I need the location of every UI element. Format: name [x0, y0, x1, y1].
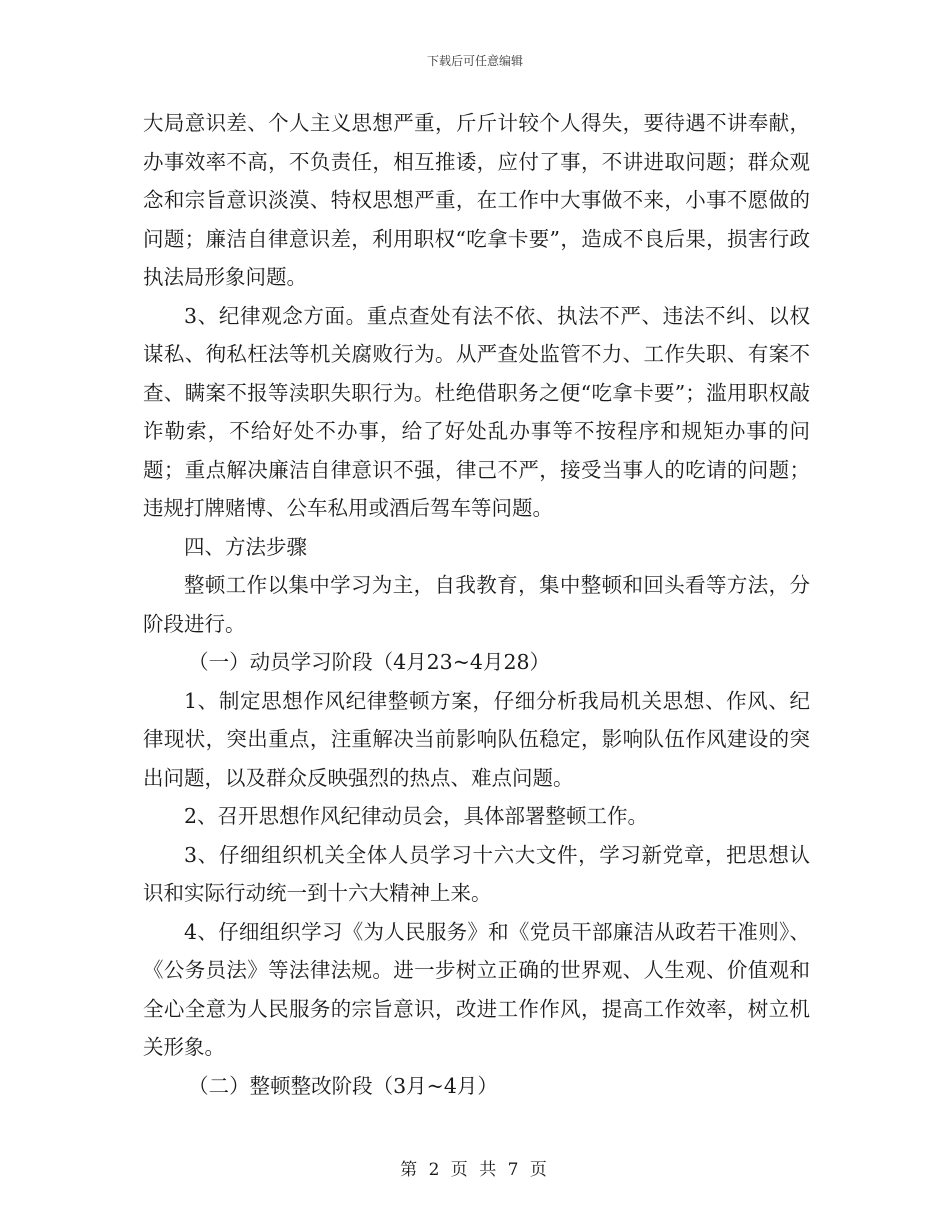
- paragraph-9: 4、仔细组织学习《为人民服务》和《党员干部廉洁从政若干准则》、《公务员法》等法律法规。进一步树立正确的世界观、人生观、价值观和全心全意为人民服务的宗旨意识，改进工作作风，提高工作效率，树立机关形象。: [143, 919, 810, 1059]
- paragraph-2: 3、纪律观念方面。重点查处有法不依、执法不严、违法不纠、以权谋私、徇私枉法等机关腐败行为。从严查处监管不力、工作失职、有案不查、瞒案不报等渎职失职行为。杜绝借职务之便“吃拿卡要”；滥用职权敲诈勒索，不给好处不办事，给了好处乱办事等不按程序和规矩办事的问题；重点解决廉洁自律意识不强，律己不严，接受当事人的吃请的问题；违规打牌赌博、公车私用或酒后驾车等问题。: [143, 303, 810, 520]
- paragraph-6: 1、制定思想作风纪律整顿方案，仔细分析我局机关思想、作风、纪律现状，突出重点，注重解决当前影响队伍稳定，影响队伍作风建设的突出问题，以及群众反映强烈的热点、难点问题。: [143, 688, 810, 790]
- paragraph-7: 2、召开思想作风纪律动员会，具体部署整顿工作。: [184, 804, 649, 828]
- subsection-heading-2: （二）整顿整改阶段（3月~4月）: [188, 1073, 498, 1098]
- page-number: 第 2 页 共 7 页: [400, 1160, 550, 1180]
- paragraph-1: 大局意识差、个人主义思想严重，斤斤计较个人得失，要待遇不讲奉献，办事效率不高，不负责任，相互推诿，应付了事，不讲进取问题；群众观念和宗旨意识淡漠、特权思想严重，在工作中大事做不来，小事不愿做的问题；廉洁自律意识差，利用职权“吃拿卡要”，造成不良后果，损害行政执法局形象问题。: [143, 111, 810, 289]
- section-heading: 四、方法步骤: [184, 534, 307, 559]
- paragraph-4: 整顿工作以集中学习为主，自我教育，集中整顿和回头看等方法，分阶段进行。: [143, 573, 810, 636]
- paragraph-8: 3、仔细组织机关全体人员学习十六大文件，学习新党章，把思想认识和实际行动统一到十六大精神上来。: [143, 842, 810, 905]
- subsection-heading-1: （一）动员学习阶段（4月23~4月28）: [188, 650, 551, 674]
- page-header-note: 下载后可任意编辑: [426, 54, 523, 68]
- document-body: [143, 104, 810, 1105]
